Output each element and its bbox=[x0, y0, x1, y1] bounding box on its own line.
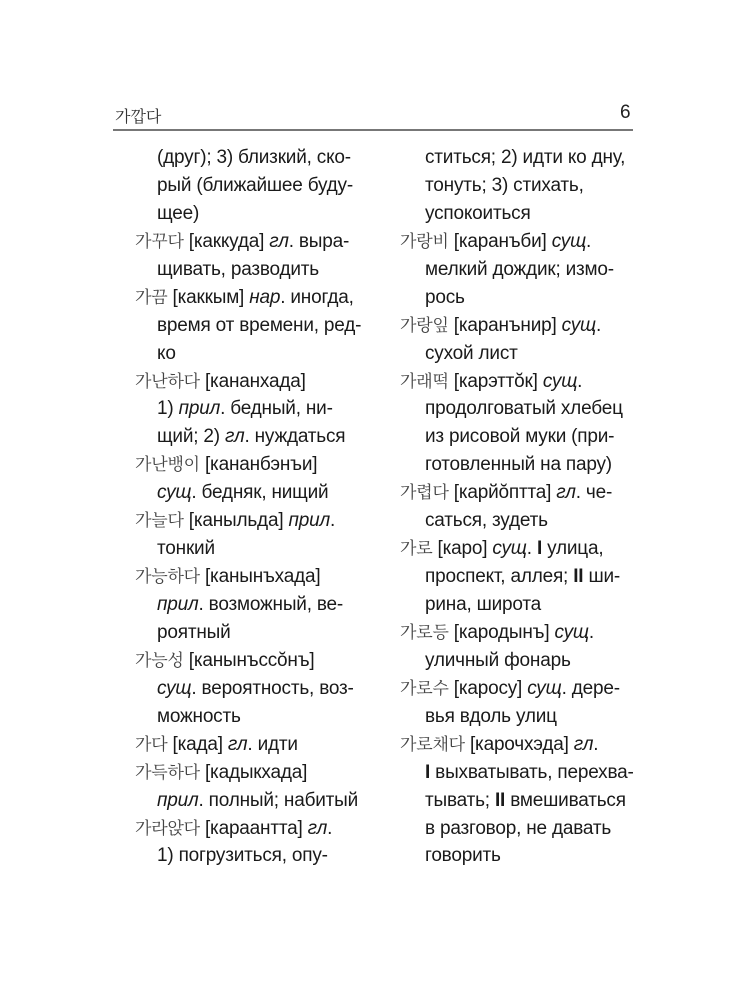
entry-text: [каккуда] bbox=[183, 230, 270, 252]
entry-continuation-line bbox=[400, 787, 650, 815]
entry-text: вмешиваться bbox=[505, 789, 626, 811]
entry-headword-line bbox=[135, 759, 385, 787]
entry-continuation-line bbox=[135, 479, 385, 507]
sense-numeral: II bbox=[494, 789, 506, 811]
entry-text: щее) bbox=[157, 202, 200, 224]
part-of-speech: нар bbox=[249, 286, 281, 308]
entry-text: [каккым] bbox=[167, 286, 250, 308]
entry-text: . дере- bbox=[561, 677, 620, 699]
entry-text: . bbox=[593, 733, 599, 755]
entry-text: время от времени, ред- bbox=[157, 314, 362, 336]
entry-continuation-line bbox=[400, 451, 650, 479]
entry-headword-line bbox=[400, 731, 650, 759]
entry-continuation-line bbox=[135, 312, 385, 340]
entry-headword-line bbox=[135, 507, 385, 535]
entry-headword-line bbox=[135, 368, 385, 396]
header-rule bbox=[113, 129, 633, 131]
entry-continuation-line bbox=[400, 340, 650, 368]
korean-headword: 가난뱅이 bbox=[135, 455, 200, 476]
entry-continuation-line bbox=[135, 395, 385, 423]
korean-headword: 가늘다 bbox=[135, 511, 184, 532]
entry-text: . бедняк, нищий bbox=[191, 482, 329, 504]
entry-continuation-line bbox=[400, 815, 650, 843]
part-of-speech: сущ bbox=[542, 370, 578, 392]
entry-text: [каныльда] bbox=[183, 510, 289, 532]
entry-continuation-line bbox=[135, 172, 385, 200]
entry-text: в разговор, не давать bbox=[425, 817, 612, 839]
entry-text: . бедный, ни- bbox=[220, 398, 333, 420]
entry-text: проспект, аллея; bbox=[425, 566, 574, 588]
entry-continuation-line bbox=[135, 256, 385, 284]
entry-text: [кародынъ] bbox=[448, 621, 555, 643]
entry-text: . bbox=[577, 370, 583, 392]
left-column bbox=[135, 144, 385, 870]
entry-text: . bbox=[330, 510, 336, 532]
entry-continuation-line bbox=[135, 200, 385, 228]
entry-text: рось bbox=[425, 286, 465, 308]
entry-continuation-line bbox=[400, 144, 650, 172]
part-of-speech: гл bbox=[573, 733, 594, 755]
entry-text: ко bbox=[157, 342, 176, 364]
korean-headword: 가렵다 bbox=[400, 483, 449, 504]
entry-text: . вероятность, воз- bbox=[191, 677, 354, 699]
entry-headword-line bbox=[400, 228, 650, 256]
part-of-speech: сущ bbox=[492, 538, 527, 560]
entry-text: сухой лист bbox=[425, 342, 518, 364]
entry-text: говорить bbox=[425, 845, 501, 867]
entry-text: мелкий дождик; измо- bbox=[425, 258, 614, 280]
entry-text: рый (ближайшее буду- bbox=[157, 174, 353, 196]
entry-text: . bbox=[327, 817, 333, 839]
entry-continuation-line bbox=[400, 256, 650, 284]
part-of-speech: прил bbox=[178, 398, 221, 420]
part-of-speech: гл bbox=[269, 230, 289, 252]
entry-text: . bbox=[596, 314, 602, 336]
entry-text: уличный фонарь bbox=[425, 649, 571, 671]
entry-text: (друг); 3) близкий, ско- bbox=[157, 147, 351, 168]
entry-text: готовленный на пару) bbox=[425, 454, 612, 476]
entry-text: 1) погрузиться, опу- bbox=[157, 845, 328, 867]
entry-continuation-line bbox=[135, 340, 385, 368]
entry-continuation-line bbox=[135, 703, 385, 731]
entry-text: выхватывать, перехва- bbox=[430, 761, 634, 783]
entry-text: ши- bbox=[583, 566, 621, 588]
entry-text: . идти bbox=[247, 733, 298, 755]
sense-numeral: II bbox=[573, 566, 584, 588]
korean-headword: 가능하다 bbox=[135, 567, 200, 588]
entry-continuation-line bbox=[400, 172, 650, 200]
entry-continuation-line bbox=[400, 563, 650, 591]
entry-headword-line bbox=[135, 284, 385, 312]
entry-continuation-line bbox=[400, 507, 650, 535]
running-head-headword: 가깝다 bbox=[115, 109, 162, 126]
korean-headword: 가랑비 bbox=[400, 231, 449, 252]
entry-text: [караантта] bbox=[199, 817, 308, 839]
entry-continuation-line bbox=[135, 619, 385, 647]
entry-text: . bbox=[588, 621, 594, 643]
entry-text: тонуть; 3) стихать, bbox=[425, 174, 584, 196]
entry-text: [карйŏптта] bbox=[448, 482, 557, 504]
entry-text: . bbox=[526, 538, 537, 560]
korean-headword: 가능성 bbox=[135, 650, 184, 671]
entry-text: можность bbox=[157, 705, 241, 727]
entry-headword-line bbox=[135, 228, 385, 256]
entry-headword-line bbox=[400, 479, 650, 507]
entry-continuation-line bbox=[400, 395, 650, 423]
entry-continuation-line bbox=[135, 535, 385, 563]
entry-text: [канынъссŏнъ] bbox=[183, 649, 315, 671]
part-of-speech: сущ bbox=[561, 314, 597, 336]
entry-continuation-line bbox=[400, 591, 650, 619]
korean-headword: 가로수 bbox=[400, 678, 449, 699]
korean-headword: 가꾸다 bbox=[135, 231, 184, 252]
entry-text: роятный bbox=[157, 621, 231, 643]
entry-text: . выра- bbox=[288, 230, 350, 252]
entry-text: тонкий bbox=[157, 538, 215, 560]
entry-text: [каросу] bbox=[448, 677, 528, 699]
entry-text: [каро] bbox=[432, 538, 493, 560]
entry-text: щий; 2) bbox=[157, 426, 225, 448]
entry-text: из рисовой муки (при- bbox=[425, 426, 615, 448]
part-of-speech: сущ bbox=[157, 482, 192, 504]
entry-continuation-line bbox=[135, 675, 385, 703]
entry-headword-line bbox=[400, 619, 650, 647]
entry-text: [кананбэнъи] bbox=[199, 454, 318, 476]
entry-continuation-line bbox=[400, 842, 650, 870]
entry-text: [каранъби] bbox=[448, 230, 552, 252]
part-of-speech: прил bbox=[288, 510, 330, 532]
entry-text: саться, зудеть bbox=[425, 510, 548, 532]
part-of-speech: сущ bbox=[554, 621, 589, 643]
entry-text: улица, bbox=[542, 538, 604, 560]
entry-headword-line bbox=[135, 563, 385, 591]
entry-headword-line bbox=[135, 647, 385, 675]
entry-text: вья вдоль улиц bbox=[425, 705, 557, 727]
entry-headword-line bbox=[135, 451, 385, 479]
korean-headword: 가로채다 bbox=[400, 734, 465, 755]
entry-continuation-line bbox=[400, 703, 650, 731]
entry-text: [кананхада] bbox=[199, 370, 306, 392]
part-of-speech: сущ bbox=[157, 677, 192, 699]
entry-text: [карочхэда] bbox=[464, 733, 574, 755]
entry-continuation-line bbox=[400, 284, 650, 312]
entry-continuation-line bbox=[135, 842, 385, 870]
entry-text: 1) bbox=[157, 398, 179, 420]
korean-headword: 가로등 bbox=[400, 622, 449, 643]
entry-text: щивать, разводить bbox=[157, 258, 319, 280]
entry-text: рина, широта bbox=[425, 594, 542, 615]
entry-text: . иногда, bbox=[280, 286, 354, 308]
part-of-speech: гл bbox=[227, 733, 248, 755]
sense-numeral: I bbox=[536, 538, 543, 560]
entry-continuation-line bbox=[135, 787, 385, 815]
entry-text: . нуждаться bbox=[244, 426, 346, 448]
entry-headword-line bbox=[400, 535, 650, 563]
part-of-speech: прил bbox=[157, 789, 199, 811]
entry-continuation-line bbox=[135, 423, 385, 451]
entry-text: . полный; набитый bbox=[198, 789, 359, 811]
sense-numeral: I bbox=[425, 761, 431, 783]
entry-headword-line bbox=[135, 731, 385, 759]
entry-text: успокоиться bbox=[425, 202, 531, 224]
entry-text: тывать; bbox=[425, 789, 495, 811]
entry-headword-line bbox=[400, 675, 650, 703]
entry-continuation-line bbox=[400, 647, 650, 675]
entry-text: [каранъниp] bbox=[448, 314, 562, 336]
entry-headword-line bbox=[400, 368, 650, 396]
korean-headword: 가다 bbox=[135, 734, 168, 755]
right-column bbox=[400, 144, 650, 870]
part-of-speech: гл bbox=[556, 482, 576, 504]
entry-text: [када] bbox=[167, 733, 228, 755]
entry-continuation-line bbox=[400, 423, 650, 451]
entry-continuation-line bbox=[400, 200, 650, 228]
entry-continuation-line bbox=[400, 759, 650, 787]
korean-headword: 가래떡 bbox=[400, 371, 449, 392]
korean-headword: 가랑잎 bbox=[400, 315, 449, 336]
entry-text: ститься; 2) идти ко дну, bbox=[425, 147, 626, 168]
korean-headword: 가득하다 bbox=[135, 762, 200, 783]
entry-continuation-line bbox=[135, 144, 385, 172]
korean-headword: 가끔 bbox=[135, 287, 168, 308]
part-of-speech: гл bbox=[307, 817, 328, 839]
entry-text: . bbox=[586, 230, 592, 252]
part-of-speech: гл bbox=[225, 426, 245, 448]
entry-text: . возможный, ве- bbox=[198, 594, 344, 615]
part-of-speech: сущ bbox=[527, 677, 562, 699]
page-number: 6 bbox=[620, 102, 631, 123]
korean-headword: 가로 bbox=[400, 539, 433, 560]
entry-headword-line bbox=[135, 815, 385, 843]
entry-text: продолговатый хлебец bbox=[425, 398, 623, 420]
entry-text: [карэттŏк] bbox=[448, 370, 543, 392]
entry-continuation-line bbox=[135, 591, 385, 619]
entry-headword-line bbox=[400, 312, 650, 340]
entry-text: . че- bbox=[575, 482, 613, 504]
entry-text: [канынъхада] bbox=[199, 566, 321, 588]
entry-text: [кадыкхада] bbox=[199, 761, 308, 783]
korean-headword: 가난하다 bbox=[135, 371, 200, 392]
part-of-speech: прил bbox=[157, 594, 199, 615]
part-of-speech: сущ bbox=[551, 230, 587, 252]
korean-headword: 가라앉다 bbox=[135, 818, 200, 839]
